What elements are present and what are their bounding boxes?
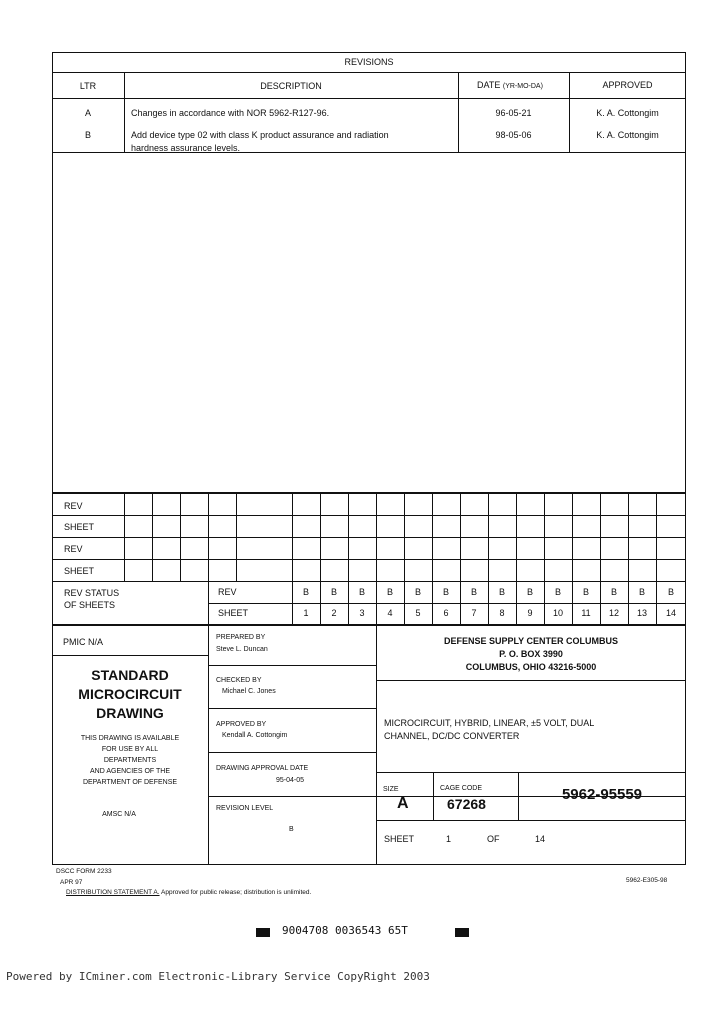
drawing-description: MICROCIRCUIT, HYBRID, LINEAR, ±5 VOLT, DUAL <box>384 718 595 728</box>
rev-label: REV <box>64 544 83 554</box>
rev-status-label: OF SHEETS <box>64 600 116 610</box>
sheet-cell: 10 <box>552 608 563 618</box>
rev-row-date: 96-05-21 <box>495 108 532 118</box>
checked-name: Michael C. Jones <box>222 688 276 695</box>
rev-row-desc-cont: hardness assurance levels. <box>131 143 241 153</box>
sheet-cell: 14 <box>665 608 676 618</box>
approval-date-label: DRAWING APPROVAL DATE <box>216 765 309 772</box>
pmic: PMIC N/A <box>63 637 104 647</box>
barcode-block-right <box>455 928 469 937</box>
rev-cell: B <box>470 587 477 597</box>
sheet-cell: 2 <box>331 608 337 618</box>
powered-by: Powered by ICminer.com Electronic-Library Service CopyRight 2003 <box>6 970 430 983</box>
drawing-number: 5962-95559 <box>561 786 643 803</box>
sheet-cell: 1 <box>303 608 309 618</box>
availability-text: DEPARTMENT OF DEFENSE <box>82 779 178 786</box>
sheet-label: SHEET <box>218 608 249 618</box>
sheet-cell: 8 <box>499 608 505 618</box>
rev-row-date: 98-05-06 <box>495 130 532 140</box>
rev-cell: B <box>667 587 674 597</box>
rev-cell: B <box>638 587 645 597</box>
checked-label: CHECKED BY <box>216 677 262 684</box>
rev-row-ltr: B <box>84 130 91 140</box>
approved-label: APPROVED BY <box>216 721 267 728</box>
rev-cell: B <box>610 587 617 597</box>
revision-level: B <box>289 826 294 833</box>
form-number: DSCC FORM 2233 <box>56 868 112 875</box>
availability-text: FOR USE BY ALL <box>101 746 159 753</box>
rev-row-desc: Changes in accordance with NOR 5962-R127-96. <box>131 108 330 118</box>
approval-date: 95-04-05 <box>276 777 305 784</box>
rev-cell: B <box>554 587 561 597</box>
org-name: DEFENSE SUPPLY CENTER COLUMBUS <box>443 636 619 646</box>
prepared-name: Steve L. Duncan <box>216 646 268 653</box>
sheet-cell: 3 <box>359 608 365 618</box>
sheet-of-value: 1 <box>446 834 452 844</box>
form-date: APR 97 <box>60 879 83 886</box>
sheet-cell: 11 <box>581 608 591 618</box>
sheet-cell: 5 <box>415 608 421 618</box>
sheet-cell: 6 <box>443 608 449 618</box>
rev-row-approved: K. A. Cottongim <box>596 130 659 140</box>
form-code: 5962-E305-98 <box>626 877 668 884</box>
rev-cell: B <box>414 587 421 597</box>
rev-cell: B <box>386 587 393 597</box>
sheet-of-label: OF <box>487 834 500 844</box>
size-value: A <box>397 795 409 812</box>
rev-cell: B <box>330 587 337 597</box>
rev-status-label: REV STATUS <box>64 588 120 598</box>
cage-value: 67268 <box>447 796 486 812</box>
cage-label: CAGE CODE <box>440 785 483 792</box>
amsc: AMSC N/A <box>102 811 136 818</box>
prepared-label: PREPARED BY <box>216 634 266 641</box>
header-ltr: LTR <box>79 81 97 91</box>
rev-cell: B <box>442 587 449 597</box>
header-description: DESCRIPTION <box>260 81 322 91</box>
sheet-of-label: SHEET <box>384 834 415 844</box>
standard-label: MICROCIRCUIT <box>78 686 182 702</box>
barcode-block-left <box>256 928 270 937</box>
org-city: COLUMBUS, OHIO 43216-5000 <box>465 662 597 672</box>
title-block <box>52 625 686 865</box>
rev-row-desc: Add device type 02 with class K product assurance and radiation <box>131 130 389 140</box>
revisions-title: REVISIONS <box>344 57 394 67</box>
sheet-label: SHEET <box>64 522 95 532</box>
standard-label: DRAWING <box>96 705 164 721</box>
header-approved: APPROVED <box>602 80 653 90</box>
sheet-label: SHEET <box>64 566 95 576</box>
rev-row-ltr: A <box>84 108 91 118</box>
header-date: DATE (YR-MO-DA) <box>477 80 543 90</box>
standard-label: STANDARD <box>91 667 169 683</box>
barcode-text: 9004708 0036543 65T <box>282 924 408 937</box>
size-label: SIZE <box>383 786 399 793</box>
sheet-cell: 12 <box>608 608 619 618</box>
rev-row-approved: K. A. Cottongim <box>596 108 659 118</box>
drawing-description: CHANNEL, DC/DC CONVERTER <box>384 731 520 741</box>
revision-level-label: REVISION LEVEL <box>216 805 274 812</box>
rev-cell: B <box>358 587 365 597</box>
rev-cell: B <box>582 587 589 597</box>
availability-text: DEPARTMENTS <box>103 757 157 764</box>
sheet-cell: 4 <box>387 608 393 618</box>
distribution-statement: DISTRIBUTION STATEMENT A. Approved for public release; distribution is unlimited. <box>66 889 312 896</box>
rev-label: REV <box>218 587 237 597</box>
approved-name: Kendall A. Cottongim <box>222 732 288 739</box>
rev-cell: B <box>526 587 533 597</box>
availability-text: THIS DRAWING IS AVAILABLE <box>80 735 180 742</box>
org-address: P. O. BOX 3990 <box>499 649 563 659</box>
rev-cell: B <box>498 587 505 597</box>
sheet-cell: 7 <box>471 608 477 618</box>
rev-label: REV <box>64 501 83 511</box>
availability-text: AND AGENCIES OF THE <box>90 768 170 775</box>
sheet-cell: 9 <box>527 608 533 618</box>
sheet-cell: 13 <box>636 608 647 618</box>
rev-cell: B <box>302 587 309 597</box>
sheet-of-value: 14 <box>535 834 546 844</box>
